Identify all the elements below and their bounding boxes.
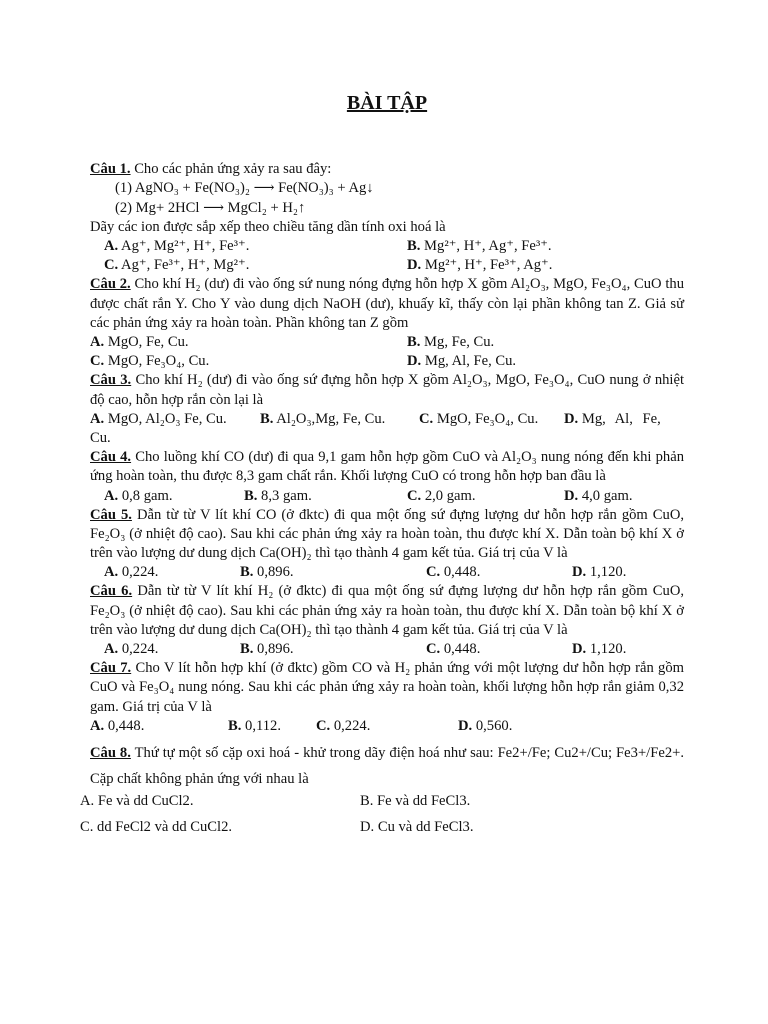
option-b: B. 0,896. xyxy=(240,641,294,658)
question-7 xyxy=(90,659,684,736)
option-c: C. 2,0 gam. xyxy=(407,487,476,504)
question-text: Cho V lít hỗn hợp khí (ở đktc) gồm CO và H₂ phản ứng với một lượng dư hỗn hợp rắn gồm CuO và Fe₃O₄ nung nóng. Sau khi các phản ứng xảy ra hoàn toàn, khối lượng hỗn hợp rắn giảm 0,32 gam. Giá trị của V là xyxy=(90,660,684,715)
question-1 xyxy=(90,160,684,275)
option-a: A. 0,224. xyxy=(104,564,159,581)
option-b: B. Fe và dd FeCl3. xyxy=(360,793,471,810)
option-a: A. Fe và dd CuCl2. xyxy=(80,793,194,810)
option-d: D. 4,0 gam. xyxy=(564,487,633,504)
question-8 xyxy=(80,740,685,844)
option-b: B. Al₂O₃,Mg, Fe, Cu. xyxy=(260,410,386,427)
question-label: Câu 8. xyxy=(90,745,131,762)
question-label: Câu 7. xyxy=(90,660,132,677)
option-a: A. MgO, Al₂O₃ Fe, Cu. xyxy=(90,410,227,427)
question-label: Câu 3. xyxy=(90,372,132,389)
question-text: Cho luồng khí CO (dư) đi qua 9,1 gam hỗn hợp gồm CuO và Al₂O₃ nung nóng đến khi phản ứng hoàn toàn, thu được 8,3 gam chất rắn. Khối lượng CuO có trong hỗn hợp ban đầu là xyxy=(90,449,684,485)
option-d: D. Mg, Al, Fe, Cu. xyxy=(407,353,517,370)
question-text: Dẫn từ từ V lít khí H₂ (ở đktc) đi qua một ống sứ đựng lượng dư hỗn hợp rắn gồm CuO, Fe₂O₃ (ở nhiệt độ cao). Sau khi các phản ứng xảy ra hoàn toàn, thu được khí X. Dẫn toàn bộ khí X ở trên vào lượng dư dung dịch Ca(OH)₂ thì tạo thành 4 gam kết tủa. Giá trị của V là xyxy=(90,583,685,638)
option-b: B. 8,3 gam. xyxy=(244,487,312,504)
question-label: Câu 4. xyxy=(90,449,132,466)
question-2 xyxy=(90,275,684,371)
question-text: Cho các phản ứng xảy ra sau đây: xyxy=(134,161,332,178)
option-b: B. Mg, Fe, Cu. xyxy=(407,333,495,350)
question-3 xyxy=(90,371,684,448)
option-b: B. 0,896. xyxy=(240,564,294,581)
question-5 xyxy=(90,506,684,583)
option-d: D. 1,120. xyxy=(572,564,627,581)
option-a: A. 0,224. xyxy=(104,641,159,658)
question-4 xyxy=(90,448,684,506)
question-label: Câu 5. xyxy=(90,506,132,523)
option-d: D. 1,120. xyxy=(572,641,627,658)
question-label: Câu 2. xyxy=(90,276,131,293)
question-label: Câu 1. xyxy=(90,161,131,178)
reaction-1: (1) AgNO₃ + Fe(NO₃)₂ ⟶ Fe(NO₃)₃ + Ag↓ xyxy=(115,180,374,197)
question-label: Câu 6. xyxy=(90,583,133,600)
question-stem: Dãy các ion được sắp xếp theo chiều tăng dần tính oxi hoá là xyxy=(90,218,446,235)
option-d: D. Mg, Al, Fe, xyxy=(564,410,661,427)
option-c: C. MgO, Fe₃O₄, Cu. xyxy=(419,410,539,427)
question-text: Dẫn từ từ V lít khí CO (ở đktc) đi qua một ống sứ đựng lượng dư hỗn hợp rắn gồm CuO, Fe₂O₃ (ở nhiệt độ cao). Sau khi các phản ứng xảy ra hoàn toàn, thu được khí X. Dẫn toàn bộ khí X ở trên vào lượng dư dung dịch Ca(OH)₂ thì tạo thành 4 gam kết tủa. Giá trị của V là xyxy=(90,506,685,562)
question-text: Thứ tự một số cặp oxi hoá - khử trong dãy điện hoá như sau: Fe2+/Fe; Cu2+/Cu; Fe3+/Fe2+. Cặp chất không phản ứng với nhau là xyxy=(90,745,685,788)
question-text: Cho khí H₂ (dư) đi vào ống sứ đựng hỗn hợp X gồm Al₂O₃, MgO, Fe₃O₄, CuO nung ở nhiệt độ cao, hỗn hợp rắn còn lại là xyxy=(90,372,685,408)
option-d: D. Cu và dd FeCl3. xyxy=(360,819,474,836)
reaction-2: (2) Mg+ 2HCl ⟶ MgCl₂ + H₂↑ xyxy=(115,199,306,216)
option-c: C. dd FeCl2 và dd CuCl2. xyxy=(80,819,233,836)
option-a: A. MgO, Fe, Cu. xyxy=(90,333,189,350)
worksheet xyxy=(80,92,685,844)
option-c: C. 0,224. xyxy=(316,717,371,734)
question-6 xyxy=(90,582,684,659)
option-d-continuation: Cu. xyxy=(90,429,111,446)
option-d: D. Mg²⁺, H⁺, Fe³⁺, Ag⁺. xyxy=(407,257,553,274)
page-title: BÀI TẬP xyxy=(346,92,428,114)
option-c: C. Ag⁺, Fe³⁺, H⁺, Mg²⁺. xyxy=(104,257,250,274)
option-c: C. MgO, Fe₃O₄, Cu. xyxy=(90,353,210,370)
option-a: A. 0,8 gam. xyxy=(104,487,173,504)
option-c: C. 0,448. xyxy=(426,564,481,581)
question-text: Cho khí H₂ (dư) đi vào ống sứ nung nóng đựng hỗn hợp X gồm Al₂O₃, MgO, Fe₃O₄, CuO thu được chất rắn Y. Cho Y vào dung dịch NaOH (dư), khuấy kĩ, thấy còn lại phần không tan Z. Giả sử các phản ứng xảy ra hoàn toàn. Phần không tan Z gồm xyxy=(90,276,685,331)
option-d: D. 0,560. xyxy=(458,717,513,734)
option-a: A. 0,448. xyxy=(90,717,145,734)
option-a: A. Ag⁺, Mg²⁺, H⁺, Fe³⁺. xyxy=(104,237,250,254)
option-c: C. 0,448. xyxy=(426,641,481,658)
option-b: B. Mg²⁺, H⁺, Ag⁺, Fe³⁺. xyxy=(407,237,552,254)
option-b: B. 0,112. xyxy=(228,717,281,734)
